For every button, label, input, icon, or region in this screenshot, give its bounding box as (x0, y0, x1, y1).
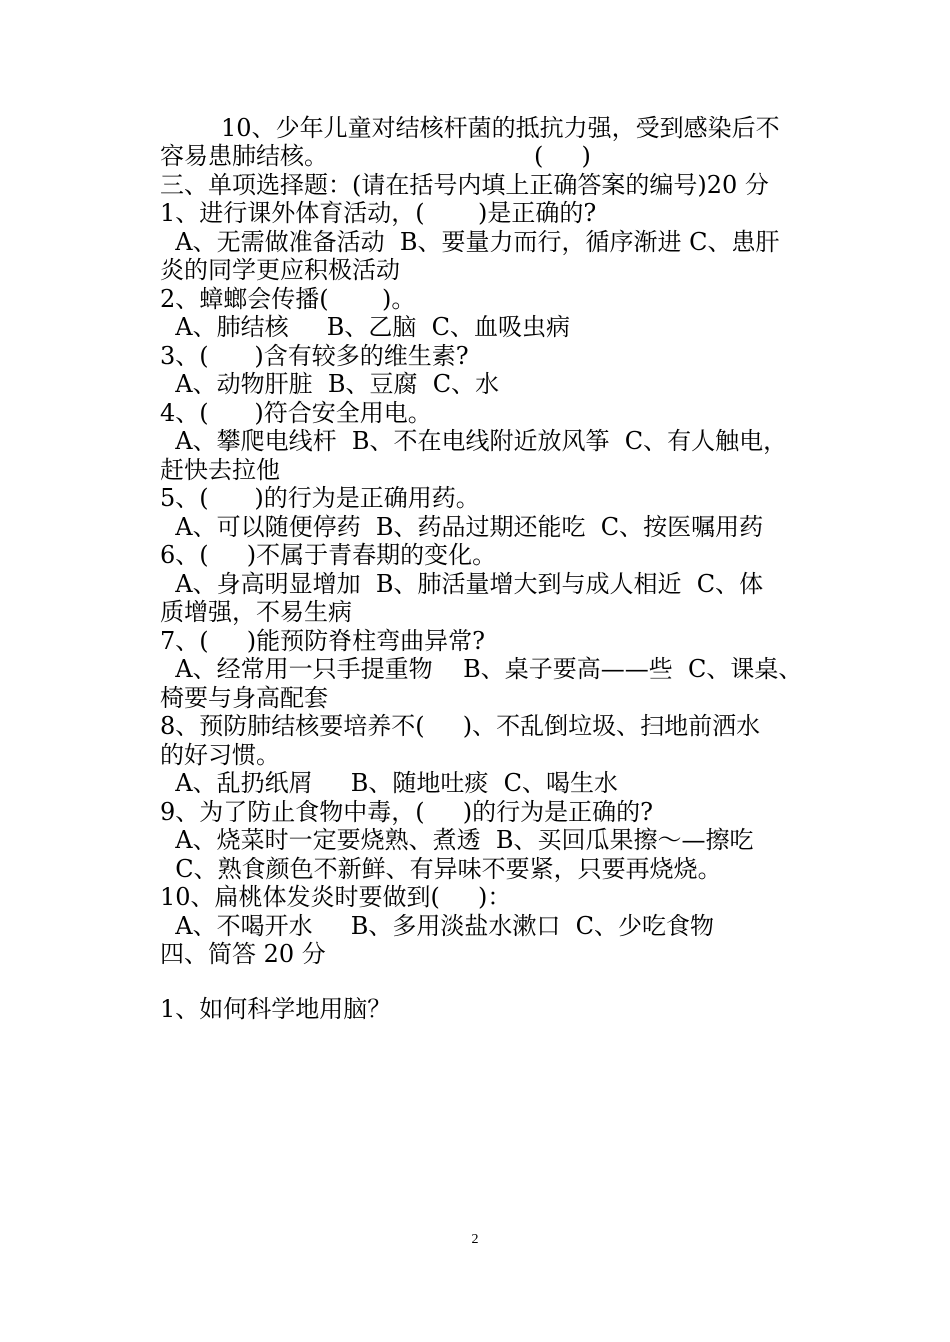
options-text: A、烧菜时一定要烧熟、煮透 B、买回瓜果擦～—擦吃 (160, 826, 754, 854)
question-text: 4、( )符合安全用电。 (160, 399, 432, 427)
question-text: 6、( )不属于青春期的变化。 (160, 541, 497, 569)
options-text: A、无需做准备活动 B、要量力而行，循序渐进 C、患肝 (160, 228, 780, 256)
question-text: 1、如何科学地用脑？ (160, 995, 392, 1023)
options-text: C、熟食颜色不新鲜、有异味不要紧，只要再烧烧。 (160, 855, 722, 883)
options-text: A、经常用一只手提重物 B、桌子要高——些 C、课桌、 (160, 655, 803, 683)
question-text: 2、蟑螂会传播( )。 (160, 285, 416, 313)
options-text: A、动物肝脏 B、豆腐 C、水 (160, 370, 500, 398)
text-line: 容易患肺结核。 ( ) (160, 142, 591, 170)
options-text: A、乱扔纸屑 B、随地吐痰 C、喝生水 (160, 769, 618, 797)
options-text: A、身高明显增加 B、肺活量增大到与成人相近 C、体 (160, 570, 764, 598)
options-text: 椅要与身高配套 (160, 684, 328, 712)
options-text: 质增强，不易生病 (160, 598, 352, 626)
options-text: A、肺结核 B、乙脑 C、血吸虫病 (160, 313, 570, 341)
question-text: 5、( )的行为是正确用药。 (160, 484, 480, 512)
question-text: 1、进行课外体育活动，( )是正确的? (160, 199, 597, 227)
options-text: A、攀爬电线杆 B、不在电线附近放风筝 C、有人触电， (160, 427, 788, 455)
section-heading: 四、简答 20 分 (160, 940, 326, 968)
options-text: A、可以随便停药 B、药品过期还能吃 C、按医嘱用药 (160, 513, 764, 541)
text-line: 10、少年儿童对结核杆菌的抵抗力强，受到感染后不 (160, 114, 780, 142)
question-text: 7、( )能预防脊柱弯曲异常? (160, 627, 486, 655)
question-text: 8、预防肺结核要培养不( )、不乱倒垃圾、扫地前洒水 (160, 712, 761, 740)
options-text: 赶快去拉他 (160, 456, 280, 484)
options-text: 炎的同学更应积极活动 (160, 256, 400, 284)
page-number: 2 (471, 1232, 479, 1247)
section-heading: 三、单项选择题：(请在括号内填上正确答案的编号)20 分 (160, 171, 769, 199)
question-text: 3、( )含有较多的维生素? (160, 342, 469, 370)
question-text: 的好习惯。 (160, 741, 280, 769)
options-text: A、不喝开水 B、多用淡盐水漱口 C、少吃食物 (160, 912, 714, 940)
question-text: 10、扁桃体发炎时要做到( )： (160, 883, 512, 911)
question-text: 9、为了防止食物中毒，( )的行为是正确的? (160, 798, 654, 826)
